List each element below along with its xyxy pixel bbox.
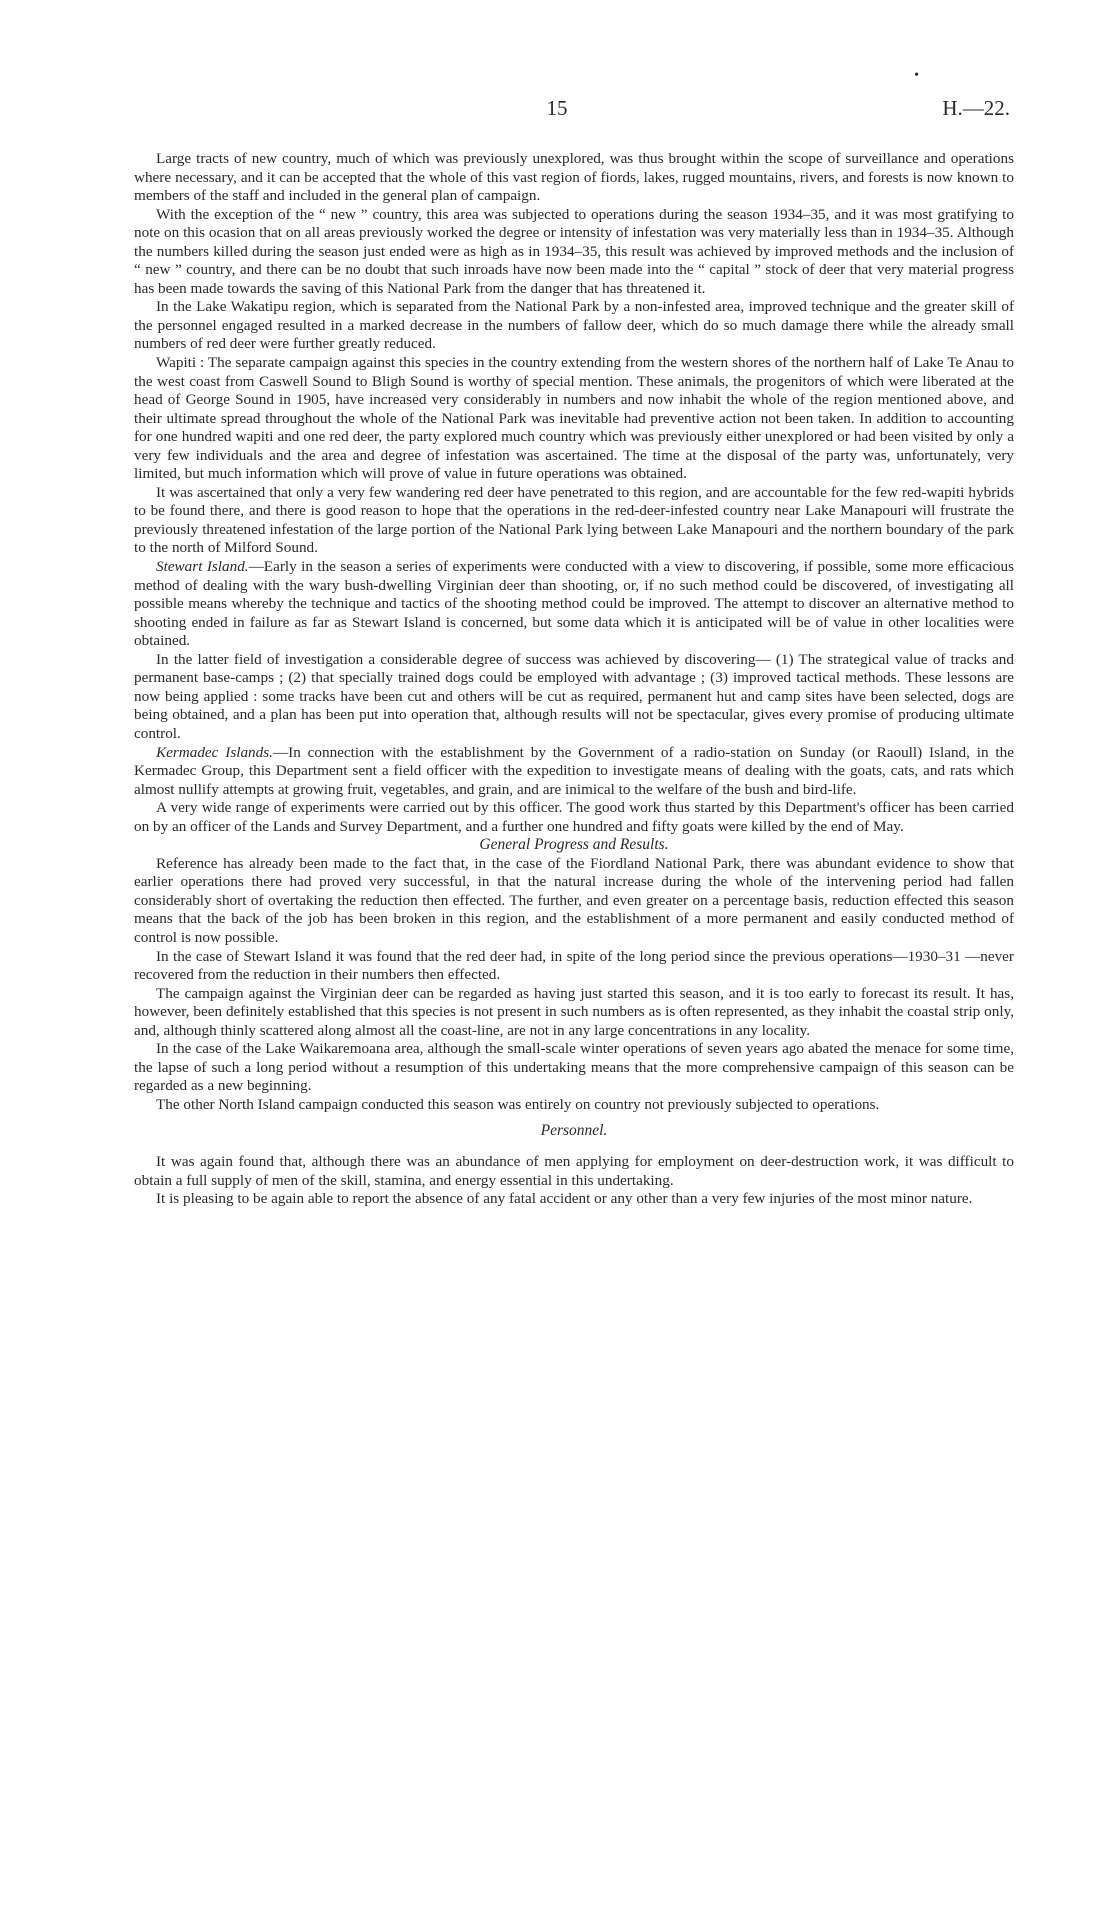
kermadec-text: —In connection with the establishment by the Government of a radio-station on Sunday (or Raoull) Island, in the Kermadec Group, this Department sent a field officer with the expedition to investigate means of dealing with the goats, cats, and rats which almost nullify attempts at growing fruit, vegetables, and grain, and are inimical to the welfare of the bush and bird-life. [134, 743, 1014, 798]
paragraph: With the exception of the “ new ” country, this area was subjected to operations during the season 1934–35, and it was most gratifying to note on this ocasion that on all areas previously worked the degree or intensity of infestation was very materially less than in 1934–35. Although the numbers killed during the season just ended were as high as in 1934–35, this result was achieved by improved methods and the inclusion of “ new ” country, and there can be no doubt that such inroads have now been made into the “ capital ” stock of deer that very material progress has been made towards the saving of this National Park from the danger that has threatened it. [134, 205, 1014, 297]
section-heading-general-progress: General Progress and Results. [479, 836, 669, 854]
paragraph: It was again found that, although there was an abundance of men applying for employment on deer-destruction work, it was difficult to obtain a full supply of men of the skill, stamina, and energy essential in this undertaking. [134, 1152, 1014, 1189]
document-reference: H.—22. [942, 96, 1010, 120]
section-title-stewart-island: Stewart Island. [156, 558, 249, 576]
paragraph: In the Lake Wakatipu region, which is separated from the National Park by a non-infested area, improved technique and the greater skill of the personnel engaged resulted in a marked decrease in the numbers of fallow deer, which do so much damage there while the already small numbers of red deer were further greatly reduced. [134, 298, 1014, 353]
paragraph: The campaign against the Virginian deer can be regarded as having just started this season, and it is too early to forecast its result. It has, however, been definitely established that this species is not present in such numbers as is often represented, as they inhabit the coastal strip only, and, although thinly scattered along almost all the coast-line, are not in any large concentrations in any locality. [134, 984, 1014, 1039]
paragraph: The other North Island campaign conducted this season was entirely on country not previously subjected to operations. [156, 1095, 880, 1113]
section-heading-personnel: Personnel. [540, 1122, 608, 1140]
paragraph: In the case of Stewart Island it was found that the red deer had, in spite of the long period since the previous operations—1930–31 —never recovered from the reduction in their numbers then effected. [134, 947, 1014, 984]
paragraph: A very wide range of experiments were carried out by this officer. The good work thus started by this Department's officer has been carried on by an officer of the Lands and Survey Department, and a further one hundred and fifty goats were killed by the end of May. [134, 799, 1014, 835]
page-number: 15 [546, 96, 568, 120]
paragraph: In the latter field of investigation a considerable degree of success was achieved by discovering— (1) The strategical value of tracks and permanent base-camps ; (2) that specially trained dogs could be employed with advantage ; (3) improved tactical methods. These lessons are now being applied : some tracks have been cut and others will be cut as required, permanent hut and camp sites have been selected, dogs are being obtained, and a plan has been put into operation that, although results will not be spectacular, gives every promise of producing ultimate control. [134, 650, 1014, 742]
stewart-island-text: —Early in the season a series of experiments were conducted with a view to discovering, if possible, some more efficacious method of dealing with the wary bush-dwelling Virginian deer than shooting, or, if no such method could be discovered, of investigating all possible means whereby the technique and tactics of the shooting method could be improved. The attempt to discover an alternative method to shooting ended in failure as far as Stewart Island is concerned, but some data which it is anticipated will be of value in other localities were obtained. [134, 558, 1014, 650]
paragraph: Wapiti : The separate campaign against this species in the country extending from the western shores of the northern half of Lake Te Anau to the west coast from Caswell Sound to Bligh Sound is worthy of special mention. These animals, the progenitors of which were liberated at the head of George Sound in 1905, have increased very considerably in numbers and now inhabit the whole of the region mentioned above, and their ultimate spread throughout the whole of the National Park was inevitable had preventive action not been taken. In addition to accounting for one hundred wapiti and one red deer, the party explored much country which was previously either unexplored or had been visited by only a very few individuals and the area and degree of infestation was ascertained. The time at the disposal of the party was, unfortunately, very limited, but much information which will prove of value in future operations was obtained. [134, 354, 1014, 483]
paragraph: In the case of the Lake Waikaremoana area, although the small-scale winter operations of seven years ago abated the menace for some time, the lapse of such a long period without a resumption of this undertaking means that the more comprehensive campaign of this season can be regarded as a new beginning. [134, 1040, 1014, 1095]
paragraph: Large tracts of new country, much of which was previously unexplored, was thus brought within the scope of surveillance and operations where necessary, and it can be accepted that the whole of this vast region of fiords, lakes, rugged mountains, rivers, and forests is now known to members of the staff and included in the general plan of campaign. [134, 150, 1014, 205]
stewart-island-paragraph [134, 558, 1014, 651]
paragraph: It was ascertained that only a very few wandering red deer have penetrated to this region, and are accountable for the few red-wapiti hybrids to be found there, and there is good reason to hope that the operations in the red-deer-infested country near Lake Manapouri will frustrate the previously threatened infestation of the large portion of the National Park lying between Lake Manapouri and the northern boundary of the park to the north of Milford Sound. [134, 483, 1014, 557]
kermadec-paragraph [134, 744, 1014, 800]
section-title-kermadec: Kermadec Islands. [156, 743, 273, 761]
page-header [0, 68, 1114, 126]
paragraph: Reference has already been made to the fact that, in the case of the Fiordland National Park, there was abundant evidence to show that earlier operations there had proved very successful, in that the natural increase during the whole of the intervening period had fallen considerably short of overtaking the reduction then effected. The further, and even greater on a percentage basis, reduction effected this season means that the back of the job has been broken in this region, and the establishment of a more permanent and easily conducted method of control is now possible. [134, 854, 1014, 946]
margin-mark: • [914, 68, 919, 83]
body-text [134, 150, 1014, 1209]
paragraph: It is pleasing to be again able to report the absence of any fatal accident or any other than a very few injuries of the most minor nature. [156, 1190, 973, 1208]
